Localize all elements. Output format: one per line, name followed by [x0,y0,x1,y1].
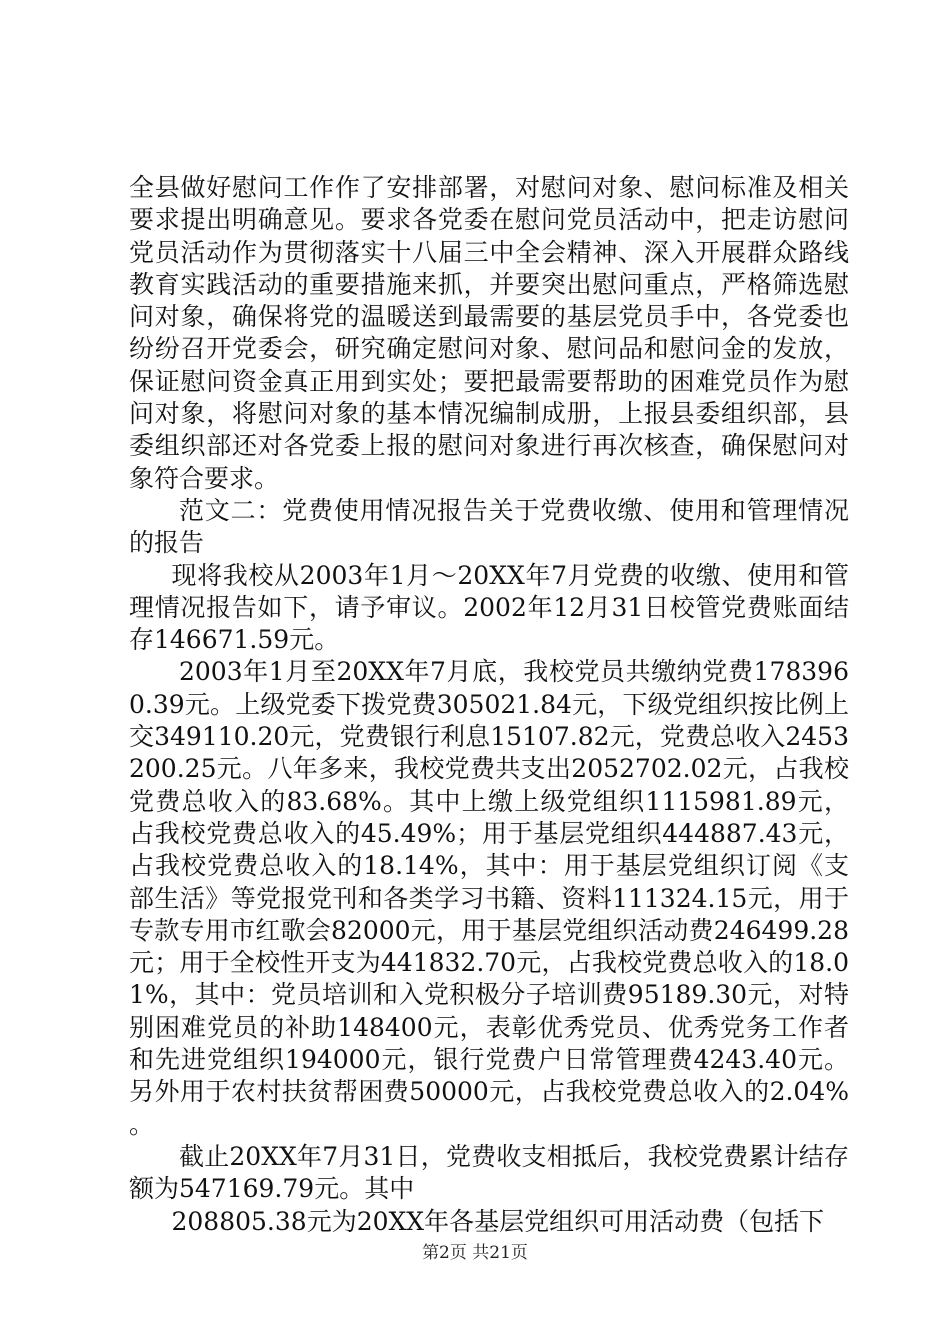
paragraph-report-intro: 现将我校从2003年1月～20XX年7月党费的收缴、使用和管理情况报告如下，请予审议。2002年12月31日校管党费账面结存146671.59元。 [129,560,849,655]
paragraph-income-expenditure: 2003年1月至20XX年7月底，我校党员共缴纳党费1783960.39元。上级党委下拨党费305021.84元，下级党组织按比例上交349110.20元，党费银行利息15107.82元，党费总收入2453200.25元。八年多来，我校党费共支出2052702.02元，占我校党费总收入的83.68%。其中上缴上级党组织1115981.89元，占我校党费总收入的45.49%；用于基层党组织444887.43元，占我校党费总收入的18.14%，其中：用于基层党组织订阅《支部生活》等党报党刊和各类学习书籍、资料111324.15元，用于专款专用市红歌会82000元，用于基层党组织活动费246499.28元；用于全校性开支为441832.70元，占我校党费总收入的18.01%，其中：党员培训和入党积极分子培训费95189.30元，对特别困难党员的补助148400元，表彰优秀党员、优秀党务工作者和先进党组织194000元，银行党费户日常管理费4243.40元。另外用于农村扶贫帮困费50000元，占我校党费总收入的2.04%。 [129,657,849,1139]
body-text [129,172,849,1238]
paragraph-condolence-work: 全县做好慰问工作作了安排部署，对慰问对象、慰问标准及相关要求提出明确意见。要求各党委在慰问党员活动中，把走访慰问党员活动作为贯彻落实十八届三中全会精神、深入开展群众路线教育实践活动的重要措施来抓，并要突出慰问重点，严格筛选慰问对象，确保将党的温暖送到最需要的基层党员手中，各党委也纷纷召开党委会，研究确定慰问对象、慰问品和慰问金的发放，保证慰问资金真正用到实处；要把最需要帮助的困难党员作为慰问对象，将慰问对象的基本情况编制成册，上报县委组织部，县委组织部还对各党委上报的慰问对象进行再次核查，确保慰问对象符合要求。 [129,173,849,493]
page-number-footer: 第2页 共21页 [422,1243,528,1263]
paragraph-balance: 截止20XX年7月31日，党费收支相抵后，我校党费累计结存额为547169.79元。其中 [129,1141,849,1204]
paragraph-sample-two-title: 范文二：党费使用情况报告关于党费收缴、使用和管理情况的报告 [129,495,849,558]
paragraph-activity-fee: 208805.38元为20XX年各基层党组织可用活动费（包括下 [171,1206,825,1236]
